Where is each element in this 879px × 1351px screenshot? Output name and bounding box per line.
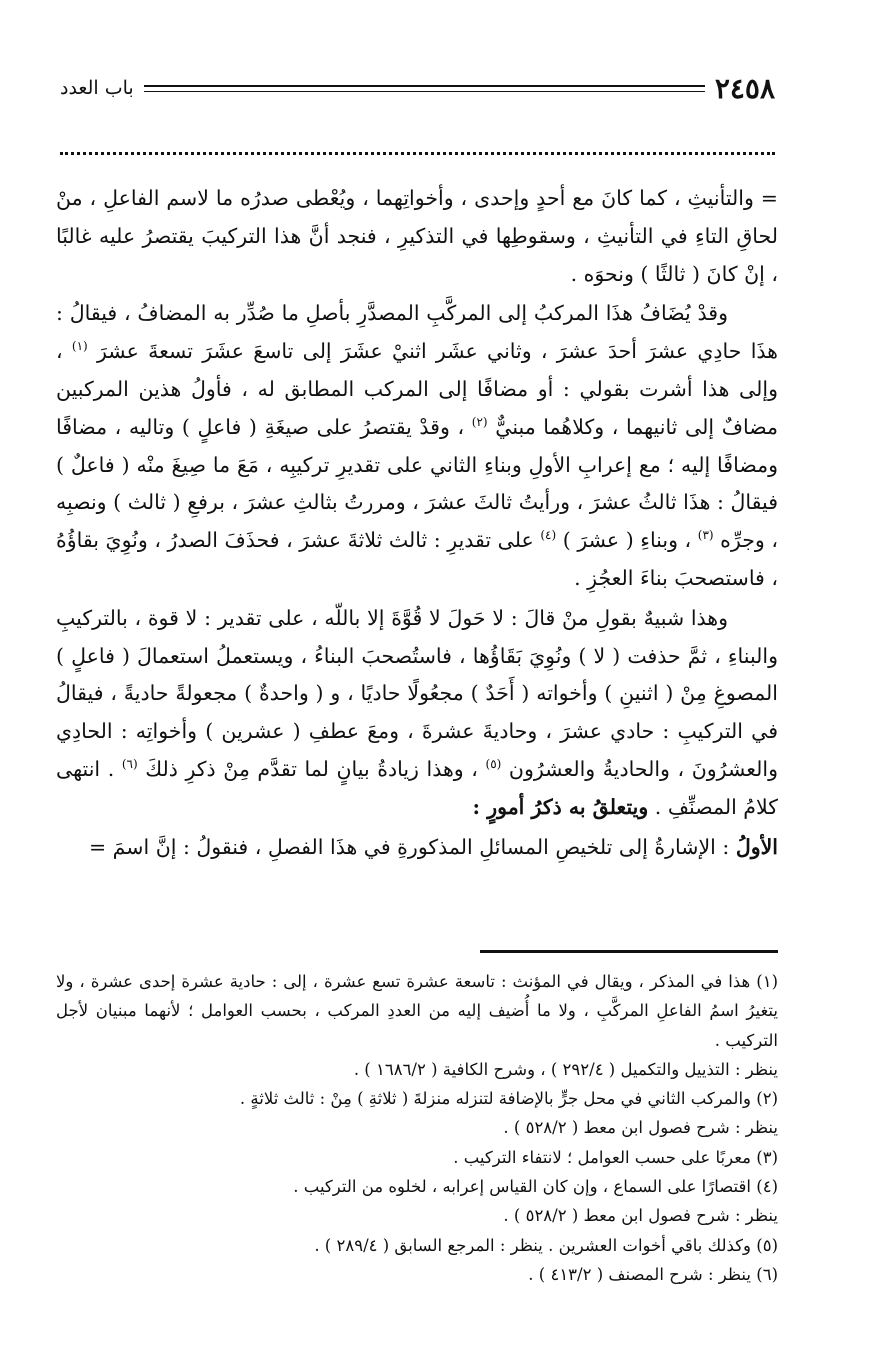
page-header — [60, 70, 775, 106]
paragraph-2-part-d: ، وبناءِ ( عشرَ ) — [562, 528, 692, 553]
footnote-1: (١) هذا في المذكر ، ويقال في المؤنث : تاسعة عشرة تسع عشرة ، إلى : حادية عشرة إحدى عشرة ، ولا يتغيرُ اسمُ الفاعلِ المركَّبِ ، ولا ما أُضيف إليه من العددِ المركب ، بحسب العوامل ؛ لأنهما مبنيان لأجل التركيب . — [56, 972, 778, 1050]
paragraph-2-part-e: على تقديرِ : ثالث ثلاثةَ عشرَ ، فحذَفَ الصدرُ ، ونُوِيَ بقاؤُهُ ، فاستصحبَ بناءَ العجُزِ . — [56, 528, 778, 590]
paragraph-3 — [56, 600, 778, 827]
footnote-5: (٥) وكذلك باقي أخوات العشرين . ينظر : المرجع السابق ( ٢٨٩/٤ ) . — [314, 1235, 778, 1255]
paragraph-1: = والتأنيثِ ، كما كانَ مع أحدٍ وإحدى ، وأخواتِهما ، ويُعْطى صدرُه ما لاسم الفاعلِ ، منْ لحاقِ التاءِ في التأنيثِ ، وسقوطِها في التذكيرِ ، فنجد أنَّ هذا التركيبَ يقتصرُ عليه غالبًا ، إنْ كانَ ( ثالثًا ) ونحوَه . — [56, 186, 778, 286]
footnote-4: (٤) اقتصارًا على السماع ، وإن كان القياس إعرابه ، لخلوه من التركيب . — [293, 1177, 778, 1197]
paragraph-3-bold: ويتعلقُ به ذكرُ أمورٍ : — [472, 794, 649, 819]
paragraph-4 — [56, 829, 778, 867]
main-text — [56, 180, 778, 866]
continuation-mark: = — [88, 834, 107, 859]
footnote-4-ref: ينظر : شرح فصول ابن معط ( ٥٢٨/٢ ) . — [503, 1206, 778, 1226]
footnote-ref-3: (٣) — [697, 528, 714, 543]
footnote-ref-2: (٢) — [471, 414, 488, 429]
paragraph-3-part-a: وهذا شبيهٌ بقولِ منْ قالَ : لا حَولَ لا قُوَّةَ إلا باللّه ، على تقدير : لا قوة ، بالتركيبِ والبناءِ ، ثمَّ حذفت ( لا ) ونُوِيَ بَقَاؤُها ، فاستُصحبَ البناءُ ، ويستعملُ استعمالَ ( فاعلٍ ) المصوغِ مِنْ ( اثنينِ ) وأخواته ( أَحَدٌ ) مجعُولًا حاديًا ، و ( واحدةٌ ) مجعولةً حاديةً ، فيقالُ في التركيبِ : حادي عشرَ ، وحاديةَ عشرةَ ، ومعَ عطفِ ( عشرين ) وأخواتِه : الحادِي والعشرُونَ ، والحاديةُ والعشرُون — [56, 605, 778, 781]
header-rule — [144, 85, 705, 92]
dotted-separator — [60, 152, 775, 155]
footnotes — [56, 967, 778, 1289]
paragraph-2-part-a: وقدْ يُضَافُ هذَا المركبُ إلى المركَّبِ المصدَّرِ بأصلِ ما صُدِّر به المضافُ ، فيقالُ : هذَا حادِي عشرَ أحدَ عشرَ ، وثاني عشَر اثنيْ عشَرَ إلى تاسعَ عشَرَ تسعةَ عشرَ — [56, 301, 778, 364]
paragraph-4-text: : الإشارةُ إلى تلخيصِ المسائلِ المذكورةِ في هذَا الفصلِ ، فنقولُ : إنَّ اسمَ — [112, 834, 730, 859]
section-heading-first: الأولُ — [735, 834, 778, 859]
footnote-ref-6: (٦) — [121, 757, 138, 772]
footnote-6: (٦) ينظر : شرح المصنف ( ٤١٣/٢ ) . — [528, 1264, 778, 1284]
paragraph-3-part-c: . انتهى كلامُ المصنِّفِ . — [56, 756, 778, 819]
footnote-separator — [480, 950, 778, 953]
footnote-2: (٢) والمركب الثاني في محل جرٍّ بالإضافة لتنزله منزلةَ ( ثلاثةِ ) مِنْ : ثالث ثلاثةٍ . — [239, 1089, 778, 1109]
running-title: باب العدد — [60, 77, 134, 99]
paragraph-2 — [56, 295, 778, 597]
page-number: ٢٤٥٨ — [714, 71, 775, 105]
footnote-ref-4: (٤) — [540, 528, 557, 543]
footnote-ref-1: (١) — [71, 339, 88, 354]
footnote-ref-5: (٥) — [485, 757, 502, 772]
paragraph-3-part-b: ، وهذا زيادةُ بيانٍ لما تقدَّم مِنْ ذكرِ ذلكَ — [145, 756, 478, 781]
footnote-2-ref: ينظر : شرح فصول ابن معط ( ٥٢٨/٢ ) . — [503, 1118, 778, 1138]
paragraph-2-part-b: ، وإلى هذا أشرت بقولي : أو مضافًا إلى المركب المطابق له ، فأولُ هذين المركبين مضافٌ إلى ثانيهما ، وكلاهُما مبنيٌّ — [56, 339, 778, 439]
paragraph-2-part-c: ، وقدْ يقتصرُ على صيغَةِ ( فاعلٍ ) وتاليه ، مضافًا ومضافًا إليه ؛ مع إعرابِ الأولِ وبناءِ الثاني على تقديرِ تركيبِه ، مَعَ ما صِيغَ منْه ( فاعلٌ ) فيقالُ : هذَا ثالثُ عشرَ ، ورأيتُ ثالثَ عشرَ ، ومررتُ بثالثِ عشرَ ، برفعِ ( ثالث ) ونصبِه ، وجرِّه — [56, 414, 778, 553]
footnote-3: (٣) معربًا على حسب العوامل ؛ لانتفاء التركيب . — [453, 1147, 778, 1167]
footnote-1-ref: ينظر : التذييل والتكميل ( ٢٩٢/٤ ) ، وشرح الكافية ( ١٦٨٦/٢ ) . — [353, 1059, 778, 1079]
